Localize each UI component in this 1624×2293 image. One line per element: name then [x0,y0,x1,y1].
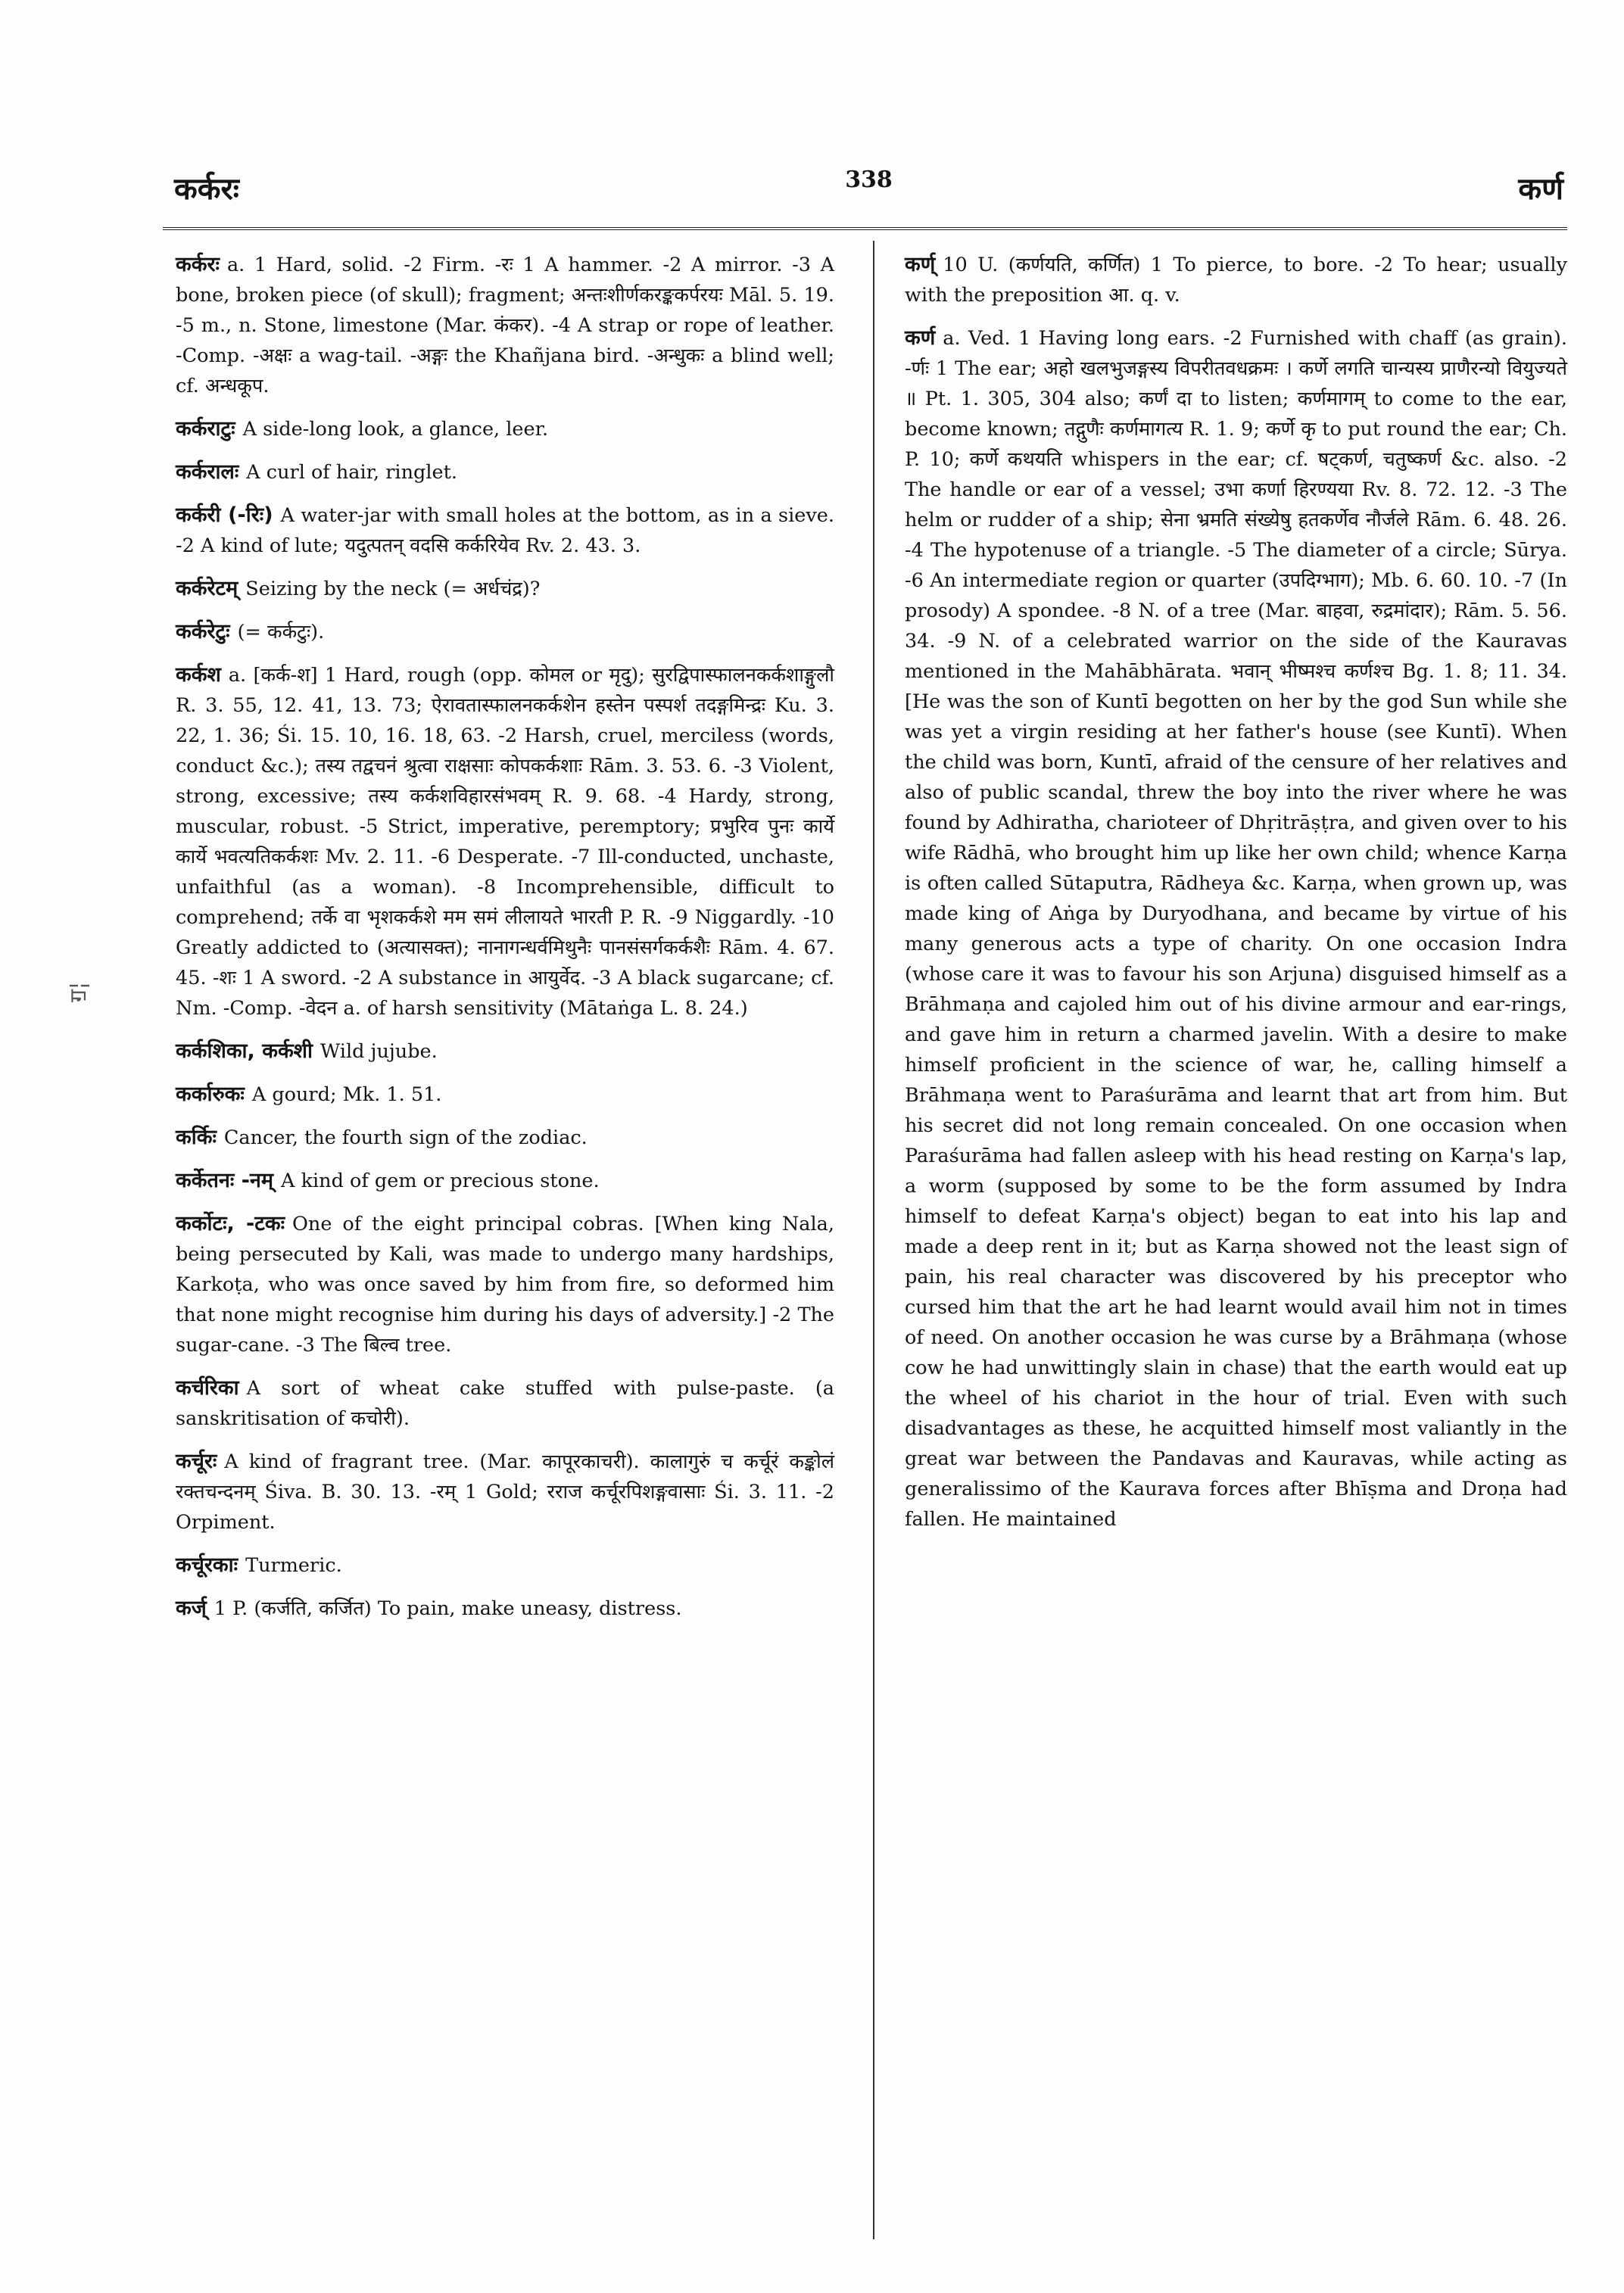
entry-definition: Seizing by the neck (= अर्धचंद्र)? [245,578,541,600]
dictionary-entry [176,250,834,401]
page-header [174,167,1563,220]
page-number: 338 [845,167,893,193]
left-column [176,250,834,1637]
dictionary-entry [176,457,834,488]
entry-headword: कर्चरिका [176,1376,239,1400]
entry-headword: कर्कोटः, -टकः [176,1212,285,1235]
entry-definition: 10 U. (कर्णयति, कर्णित) 1 To pierce, to bore. -2 To hear; usually with the preposition आ. q. v. [905,254,1567,307]
entry-definition: a. [कर्क-श] 1 Hard, rough (opp. कोमल or मृदु); सुरद्विपास्फालनकर्कशाङ्गुलौ R. 3. 55, 12. 41, 13. 73; ऐरावतास्फालनकर्कशेन हस्तेन पस्पर्श तदङ्गमिन्द्रः Ku. 3. 22, 1. 36; Śi. 15. 10, 16. 18, 63. -2 Harsh, cruel, merciless (words, conduct &c.); तस्य तद्वचनं श्रुत्वा राक्षसाः कोपकर्कशाः Rām. 3. 53. 6. -3 Violent, strong, excessive; तस्य कर्कशविहारसंभवम् R. 9. 68. -4 Hardy, strong, muscular, robust. -5 Strict, imperative, peremptory; प्रभुरिव पुनः कार्ये कार्ये भवत्यतिकर्कशः Mv. 2. 11. -6 Desperate. -7 Ill-conducted, unchaste, unfaithful (as a woman). -8 Incomprehensible, difficult to comprehend; तर्के वा भृशकर्कशे मम समं लीलायते भारती P. R. -9 Niggardly. -10 Greatly addicted to (अत्यासक्त); नानागन्धर्वमिथुनैः पानसंसर्गकर्कशैः Rām. 4. 67. 45. -शः 1 A sword. -2 A substance in आयुर्वेद. -3 A black sugarcane; cf. Nm. -Comp. -वेदन a. of harsh sensitivity (Mātaṅga L. 8. 24.) [176,664,834,1020]
dictionary-entry [176,1447,834,1537]
column-divider [873,241,874,2239]
entry-headword: कर्कराटुः [176,417,235,441]
dictionary-entry [176,1209,834,1360]
entry-headword: कर्करी (-रिः) [176,503,273,527]
dictionary-entry [176,1594,834,1624]
entry-headword: कर्किः [176,1126,217,1149]
entry-headword: कर्चूरकाः [176,1553,238,1577]
entry-definition: One of the eight principal cobras. [When king Nala, being persecuted by Kali, was made to undergo many hardships, Karkoṭa, who was once saved by him from fire, so deformed him that none might recognise him during his days of adversity.] -2 The sugar-cane. -3 The बिल्व tree. [176,1213,834,1357]
entry-definition: 1 P. (कर्जति, कर्जित) To pain, make uneasy, distress. [214,1597,682,1620]
entry-definition: Turmeric. [245,1554,342,1577]
dictionary-entry [176,1036,834,1067]
right-column [905,250,1567,1547]
entry-definition: A curl of hair, ringlet. [246,461,457,484]
dictionary-entry [176,660,834,1023]
entry-definition: A water-jar with small holes at the bottom, as in a sieve. -2 A kind of lute; यदुत्पतन् वदसि कर्करियेव Rv. 2. 43. 3. [176,504,834,557]
entry-definition: A side-long look, a glance, leer. [242,418,549,441]
entry-definition: A kind of fragrant tree. (Mar. कापूरकाचरी). कालागुरुं च कर्चूरं कङ्कोलं रक्तचन्दनम् Śiva. B. 30. 13. -रम् 1 Gold; रराज कर्चूरपिशङ्गवासाः Śi. 3. 11. -2 Orpiment. [176,1450,834,1534]
dictionary-entry [905,250,1567,310]
dictionary-entry [176,617,834,647]
entry-definition: (= कर्कटुः). [237,621,325,643]
dictionary-entry [176,500,834,561]
entry-headword: कर्ण [905,326,936,350]
entry-definition: A sort of wheat cake stuffed with pulse-paste. (a sanskritisation of कचोरी). [176,1377,834,1430]
dictionary-entry [176,1166,834,1196]
entry-headword: कर्करेटम् [176,577,238,600]
left-running-headword: कर्करः [174,172,239,207]
dictionary-entry [176,1550,834,1581]
margin-mark: ॻ¦ [65,981,92,1003]
entry-headword: कर्चूरः [176,1450,217,1473]
entry-headword: कर्केतनः -नम् [176,1169,274,1192]
entry-headword: कर्करेटुः [176,620,230,643]
entry-headword: कर्कश [176,663,221,687]
entry-definition: a. Ved. 1 Having long ears. -2 Furnished with chaff (as grain). -र्णः 1 The ear; अहो खलभुजङ्गस्य विपरीतवधक्रमः । कर्णे लगति चान्यस्य प्राणैरन्यो वियुज्यते ॥ Pt. 1. 305, 304 also; कर्णं दा to listen; कर्णमागम् to come to the ear, become known; तद्गुणैः कर्णमागत्य R. 1. 9; कर्णे कृ to put round the ear; Ch. P. 10; कर्णे कथयति whispers in the ear; cf. षट्कर्ण, चतुष्कर्ण &c. also. -2 The handle or ear of a vessel; उभा कर्णा हिरण्यया Rv. 8. 72. 12. -3 The helm or rudder of a ship; सेना भ्रमति संख्येषु हतकर्णेव नौर्जले Rām. 6. 48. 26. -4 The hypotenuse of a triangle. -5 The diameter of a circle; Sūrya. -6 An intermediate region or quarter (उपदिग्भाग); Mb. 6. 60. 10. -7 (In prosody) A spondee. -8 N. of a tree (Mar. बाहवा, रुद्रमांदार); Rām. 5. 56. 34. -9 N. of a celebrated warrior on the side of the Kauravas mentioned in the Mahābhārata. भवान् भीष्मश्च कर्णश्च Bg. 1. 8; 11. 34. [He was the son of Kuntī begotten on her by the god Sun while she was yet a virgin residing at her father's house (see Kuntī). When the child was born, Kuntī, afraid of the censure of her relatives and also of public scandal, threw the boy into the river where he was found by Adhiratha, charioteer of Dhṛitrāṣṭra, and given over to his wife Rādhā, who brought him up like her own child; whence Karṇa is often called Sūtaputra, Rādheya &c. Karṇa, when grown up, was made king of Aṅga by Duryodhana, and became by virtue of his many generous acts a type of charity. On one occasion Indra (whose care it was to favour his son Arjuna) disguised himself as a Brāhmaṇa and cajoled him out of his divine armour and ear-rings, and gave him in return a charmed javelin. With a desire to make himself proficient in the science of war, he, calling himself a Brāhmaṇa went to Paraśurāma and learnt that art from him. But his secret did not long remain concealed. On one occasion when Paraśurāma had fallen asleep with his head resting on Karṇa's lap, a worm (supposed by some to be the form assumed by Indra himself to defeat Karṇa's object) began to eat into his lap and made a deep rent in it; but as Karṇa showed not the least sign of pain, his real character was discovered by his preceptor who cursed him that the art he had learnt would avail him not in times of need. On another occasion he was curse by a Brāhmaṇa (whose cow he had unwittingly slain in chase) that the earth would eat up the wheel of his chariot in the hour of trial. Even with such disadvantages as these, he acquitted himself most valiantly in the great war between the Pandavas and Kauravas, while acting as generalissimo of the Kaurava forces after Bhīṣma and Droṇa had fallen. He maintained [905,327,1567,1531]
dictionary-entry [176,1373,834,1434]
entry-headword: कर्ण् [905,253,936,276]
entry-definition: Cancer, the fourth sign of the zodiac. [223,1126,588,1149]
entry-headword: कर्करः [176,253,220,276]
entry-headword: कर्कारुकः [176,1083,245,1106]
entry-headword: कर्कशिका, कर्कशी [176,1039,313,1063]
entry-headword: कर्करालः [176,460,239,484]
entry-definition: A kind of gem or precious stone. [281,1170,600,1192]
entry-definition: A gourd; Mk. 1. 51. [251,1083,442,1106]
entry-definition: a. 1 Hard, solid. -2 Firm. -रः 1 A hammer. -2 A mirror. -3 A bone, broken piece (of skull); fragment; अन्तःशीर्णकरङ्ककर्परयः Māl. 5. 19. -5 m., n. Stone, limestone (Mar. कंकर). -4 A strap or rope of leather. -Comp. -अक्षः a wag-tail. -अङ्गः the Khañjana bird. -अन्धुकः a blind well; cf. अन्धकूप. [176,254,834,397]
dictionary-entry [176,414,834,444]
dictionary-entry [176,1080,834,1110]
dictionary-entry [905,323,1567,1534]
dictionary-entry [176,574,834,604]
entry-definition: Wild jujube. [320,1040,438,1063]
header-rule [163,227,1567,230]
right-running-headword: कर्ण [1518,172,1563,207]
entry-headword: कर्ज् [176,1597,207,1620]
dictionary-entry [176,1123,834,1153]
